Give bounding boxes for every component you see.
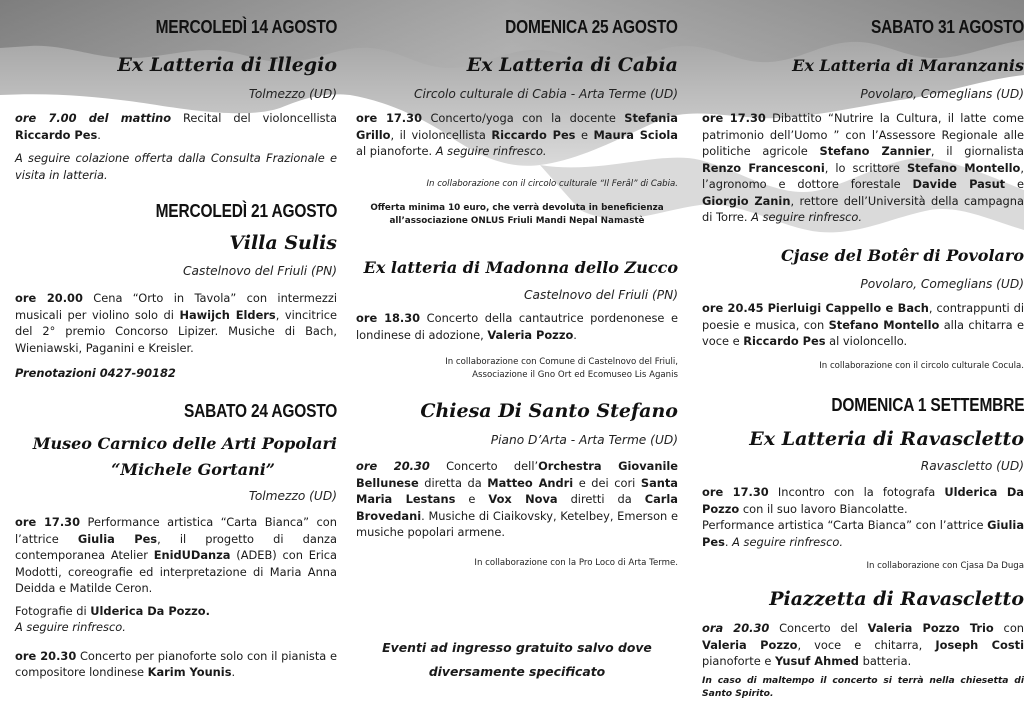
event-venue: Ex Latteria di Illegio (117, 54, 337, 76)
event-description: ore 20.45 Pierluigi Cappello e Bach, contrappunti di poesie e musica, con Stefano Montello alla chitarra e voce e Riccardo Pes al violoncello. (702, 301, 1024, 349)
event-description: ore 18.30 Concerto della cantautrice pordenonese e londinese di adozione, Valeria Pozzo. (356, 311, 678, 342)
offer-note: Offerta minima 10 euro, che verrà devoluta in beneficienza all’associazione ONLUS Friuli Mandi Nepal Namastè (370, 203, 664, 226)
event-date: MERCOLEDÌ 21 AGOSTO (155, 201, 337, 221)
event-place: Castelnovo del Friuli (PN) (183, 264, 337, 278)
event-venue-subtitle: “Michele Gortani” (111, 460, 275, 479)
event-description: ore 17.30 Performance artistica “Carta Bianca” con l’attrice Giulia Pes, il progetto di danza contemporanea Atelier EnidUDanza (ADEB) con Erica Modotti, coreografie ed interpretazione di Maria Anna Deidda e Matilde Ceron. Fotografie di Ulderica Da Pozzo. A seguire rinfresco. ore 20.30 Concerto per pianoforte solo con il pianista e compositore londinese Karim Younis. (15, 515, 337, 680)
collaboration-note: In collaborazione con Comune di Castelnovo del Friuli, Associazione il Gno Ort ed Ecomuseo Lis Aganis (445, 357, 678, 381)
event-date: SABATO 31 AGOSTO (870, 17, 1024, 37)
event-description: ore 20.30 Concerto dell’Orchestra Giovanile Bellunese diretta da Matteo Andri e dei cori Santa Maria Lestans e Vox Nova diretti da Carla Brovedani. Musiche di Ciaikovsky, Ketelbey, Emerson e musiche popolari armene. (356, 459, 678, 540)
event-venue: Ex Latteria di Cabia (466, 54, 678, 76)
event-place: Povolaro, Comeglians (UD) (860, 277, 1024, 291)
event-place: Tolmezzo (UD) (248, 489, 337, 503)
event-venue: Ex latteria di Madonna dello Zucco (363, 258, 678, 277)
collaboration-note: In collaborazione con la Pro Loco di Arta Terme. (474, 558, 678, 568)
event-date: DOMENICA 25 AGOSTO (505, 17, 678, 37)
collaboration-note: In collaborazione con Cjasa Da Duga (866, 561, 1024, 571)
event-date: SABATO 24 AGOSTO (183, 401, 337, 421)
event-description: ore 17.30 Incontro con la fotografa Ulderica Da Pozzo con il suo lavoro Biancolatte. Performance artistica “Carta Bianca” con l’attrice Giulia Pes. A seguire rinfresco. (702, 485, 1024, 549)
event-place: Tolmezzo (UD) (248, 87, 337, 101)
event-description: ore 7.00 del mattino Recital del violoncellista Riccardo Pes. A seguire colazione offerta dalla Consulta Frazionale e visita in latteria. (15, 111, 337, 182)
collaboration-note: In collaborazione con il circolo culturale Cocula. (819, 361, 1024, 371)
event-description: ore 17.30 Concerto/yoga con la docente Stefania Grillo, il violoncellista Riccardo Pes e Maura Sciola al pianoforte. A seguire rinfresco. (356, 111, 678, 159)
event-place: Povolaro, Comeglians (UD) (860, 87, 1024, 101)
event-description: ora 20.30 Concerto del Valeria Pozzo Trio con Valeria Pozzo, voce e chitarra, Joseph Costi pianoforte e Yusuf Ahmed batteria. In caso di maltempo il concerto si terrà nella chiesetta di Santo Spirito. (702, 621, 1024, 700)
event-venue: Piazzetta di Ravascletto (769, 588, 1024, 610)
event-venue: Villa Sulis (229, 232, 337, 254)
event-place: Piano D’Arta - Arta Terme (UD) (490, 433, 678, 447)
event-place: Circolo culturale di Cabia - Arta Terme (UD) (413, 87, 678, 101)
event-description: ore 17.30 Dibattito “Nutrire la Cultura, il latte come patrimonio dell’Uomo ” con l’Assessore Regionale alle politiche agricole Stefano Zannier, il giornalista Renzo Francesconi, lo scrittore Stefano Montello, l’agronomo e dottore forestale Davide Pasut e Giorgio Zanin, rettore dell’Università della campagna di Torre. A seguire rinfresco. (702, 111, 1024, 225)
event-place: Castelnovo del Friuli (PN) (524, 288, 678, 302)
event-venue: Cjase del Botêr di Povolaro (780, 246, 1024, 265)
event-venue: Ex Latteria di Maranzanis (792, 56, 1024, 75)
free-entry-note: Eventi ad ingresso gratuito salvo dove diversamente specificato (382, 640, 652, 679)
event-venue: Museo Carnico delle Arti Popolari (32, 434, 337, 453)
event-description: ore 20.00 Cena “Orto in Tavola” con intermezzi musicali per violino solo di Hawijch Elders, vincitrice del 2° premio Concorso Lipizer. Musiche di Bach, Wieniawski, Paganini e Kreisler. Prenotazioni 0427-90182 (15, 291, 337, 381)
event-date: MERCOLEDÌ 14 AGOSTO (155, 17, 337, 37)
event-place: Ravascletto (UD) (920, 459, 1024, 473)
event-venue: Ex Latteria di Ravascletto (749, 428, 1024, 450)
event-date: DOMENICA 1 SETTEMBRE (831, 395, 1024, 415)
collaboration-note: In collaborazione con il circolo culturale “Il Ferâl” di Cabia. (426, 179, 678, 189)
event-venue: Chiesa Di Santo Stefano (420, 400, 678, 422)
